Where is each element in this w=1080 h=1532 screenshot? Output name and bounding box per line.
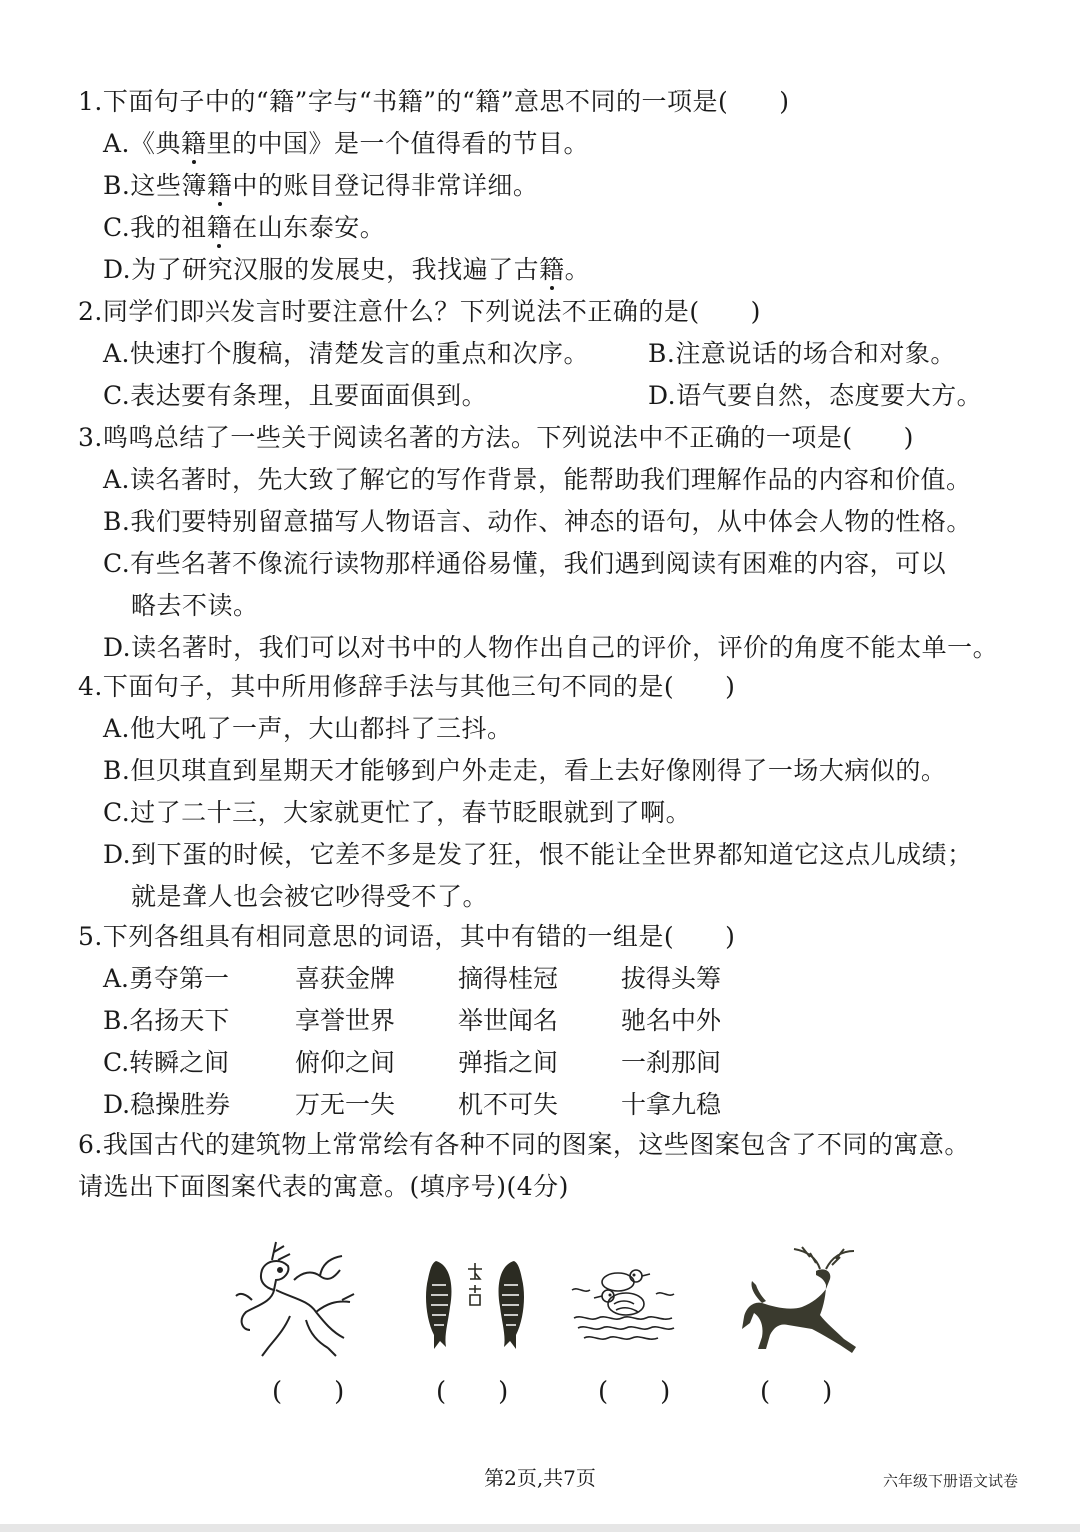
q1-b-text-end: 中的账目登记得非常详细。 xyxy=(232,171,539,200)
q1-c-emphasis: 籍 xyxy=(206,213,233,242)
q1-option-a[interactable] xyxy=(103,127,589,161)
answer-blank-3[interactable]: ( ) xyxy=(598,1377,671,1407)
q5-d-word-2: 万无一失 xyxy=(295,1090,396,1119)
q5-c-word-2: 俯仰之间 xyxy=(295,1048,396,1077)
q5-a-word-4: 拔得头筹 xyxy=(621,964,722,993)
q1-a-text-end: 里的中国》是一个值得看的节目。 xyxy=(206,129,590,158)
q3-stem: 3.鸣鸣总结了一些关于阅读名著的方法。下列说法中不正确的一项是( ) xyxy=(78,423,914,452)
q4-option-d-cont: 就是聋人也会被它吵得受不了。 xyxy=(131,882,489,911)
page-number: 第2页,共7页 xyxy=(484,1466,596,1490)
q4-option-b[interactable]: B.但贝琪直到星期天才能够到户外走走，看上去好像刚得了一场大病似的。 xyxy=(103,756,947,785)
q5-d-word-4: 十拿九稳 xyxy=(621,1090,722,1119)
q2-option-a[interactable]: A.快速打个腹稿，清楚发言的重点和次序。 xyxy=(103,339,590,368)
deer-crane-image xyxy=(232,1240,362,1365)
q1-b-text: B.这些簿 xyxy=(103,171,207,200)
q1-b-emphasis: 籍 xyxy=(206,171,233,200)
q4-option-d[interactable]: D.到下蛋的时候，它差不多是发了狂，恨不能让全世界都知道它这点儿成绩； xyxy=(103,840,973,869)
q1-d-text-end: 。 xyxy=(564,255,591,284)
q1-d-emphasis: 籍 xyxy=(539,255,565,284)
q3-option-a[interactable]: A.读名著时，先大致了解它的写作背景，能帮助我们理解作品的内容和价值。 xyxy=(103,465,972,494)
q1-c-text-end: 在山东泰安。 xyxy=(232,213,386,242)
q5-c-word-4: 一刹那间 xyxy=(621,1048,722,1077)
answer-blank-1[interactable]: ( ) xyxy=(272,1377,345,1407)
q1-option-b[interactable] xyxy=(103,169,538,203)
q1-a-text: A.《典 xyxy=(103,129,182,158)
q1-option-d[interactable] xyxy=(103,253,590,287)
answer-blank-4[interactable]: ( ) xyxy=(760,1377,833,1407)
q2-option-b[interactable]: B.注意说话的场合和对象。 xyxy=(648,339,956,368)
answer-blank-2[interactable]: ( ) xyxy=(436,1377,509,1407)
q2-option-d[interactable]: D.语气要自然，态度要大方。 xyxy=(648,381,983,410)
q5-a-word-1: A.勇夺第一 xyxy=(103,964,230,993)
q3-option-d[interactable]: D.读名著时，我们可以对书中的人物作出自己的评价，评价的角度不能太单一。 xyxy=(103,633,999,662)
q1-d-text: D.为了研究汉服的发展史，我找遍了古 xyxy=(103,255,540,284)
q5-a-word-2: 喜获金牌 xyxy=(295,964,396,993)
q5-b-word-2: 享誉世界 xyxy=(295,1006,396,1035)
q2-stem: 2.同学们即兴发言时要注意什么？下列说法不正确的是( ) xyxy=(78,297,761,326)
q1-a-emphasis: 籍 xyxy=(181,129,207,158)
leaping-deer-image xyxy=(740,1245,862,1360)
q5-b-word-1: B.名扬天下 xyxy=(103,1006,230,1035)
q6-stem: 6.我国古代的建筑物上常常绘有各种不同的图案，这些图案包含了不同的寓意。 xyxy=(78,1130,970,1159)
q4-option-c[interactable]: C.过了二十三，大家就更忙了，春节眨眼就到了啊。 xyxy=(103,798,692,827)
q1-c-text: C.我的祖 xyxy=(103,213,207,242)
q5-b-word-3: 举世闻名 xyxy=(458,1006,559,1035)
q5-d-word-1: D.稳操胜券 xyxy=(103,1090,231,1119)
double-fish-image xyxy=(418,1255,536,1355)
q5-c-word-1: C.转瞬之间 xyxy=(103,1048,230,1077)
q5-b-word-4: 驰名中外 xyxy=(621,1006,722,1035)
q5-stem: 5.下列各组具有相同意思的词语，其中有错的一组是( ) xyxy=(78,922,736,951)
q1-stem: 1.下面句子中的“籍”字与“书籍”的“籍”意思不同的一项是( ) xyxy=(78,87,790,116)
q5-d-word-3: 机不可失 xyxy=(458,1090,559,1119)
page-edge-divider xyxy=(0,1524,1080,1532)
q5-c-word-3: 弹指之间 xyxy=(458,1048,559,1077)
q6-stem-cont: 请选出下面图案代表的寓意。(填序号)(4分) xyxy=(78,1172,569,1201)
q3-option-b[interactable]: B.我们要特别留意描写人物语言、动作、神态的语句，从中体会人物的性格。 xyxy=(103,507,972,536)
q3-option-c-cont: 略去不读。 xyxy=(131,591,259,620)
q5-a-word-3: 摘得桂冠 xyxy=(458,964,559,993)
q1-option-c[interactable] xyxy=(103,211,385,245)
q2-option-c[interactable]: C.表达要有条理，且要面面俱到。 xyxy=(103,381,488,410)
q3-option-c[interactable]: C.有些名著不像流行读物那样通俗易懂，我们遇到阅读有困难的内容，可以 xyxy=(103,549,947,578)
document-title: 六年级下册语文试卷 xyxy=(882,1472,1018,1490)
mandarin-ducks-image xyxy=(568,1260,678,1350)
q4-option-a[interactable]: A.他大吼了一声，大山都抖了三抖。 xyxy=(103,714,513,743)
q4-stem: 4.下面句子，其中所用修辞手法与其他三句不同的是( ) xyxy=(78,672,736,701)
